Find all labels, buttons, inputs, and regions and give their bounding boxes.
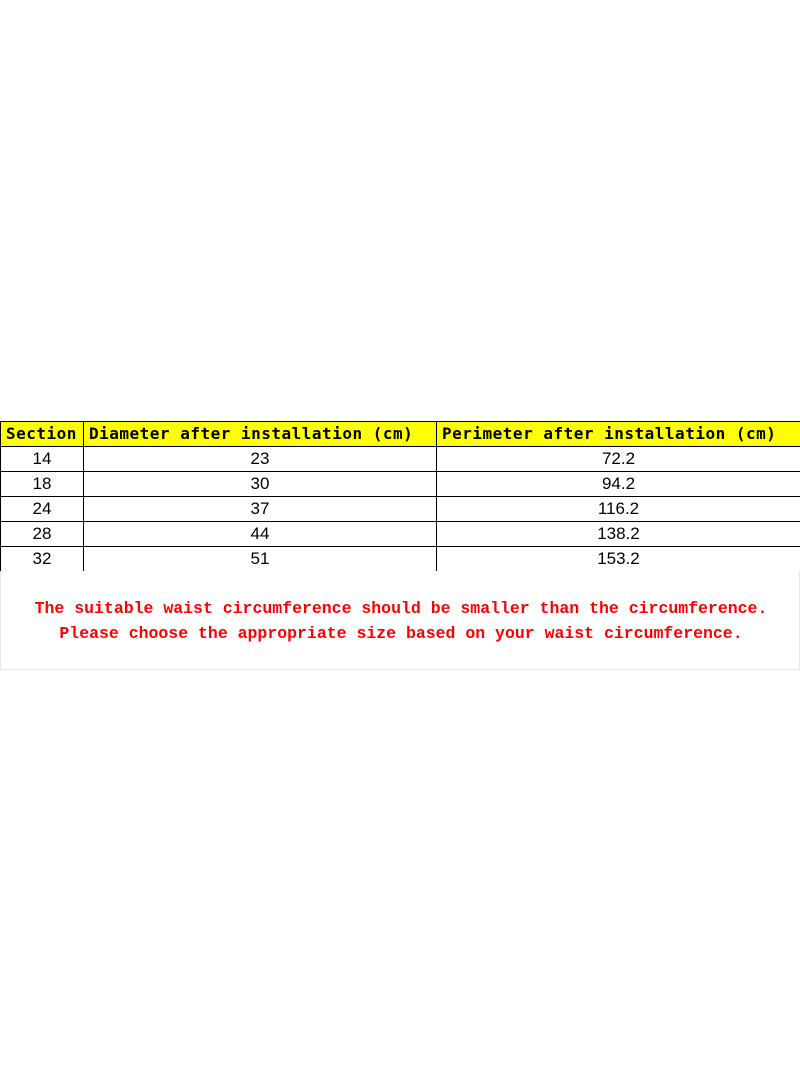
cell-perimeter: 94.2 <box>437 472 800 497</box>
size-table <box>0 421 800 572</box>
cell-diameter: 51 <box>84 547 437 572</box>
note-line-1: The suitable waist circumference should be smaller than the circumference. <box>34 599 768 618</box>
cell-section: 28 <box>1 522 84 547</box>
table-header-row <box>1 422 800 447</box>
header-diameter: Diameter after installation (cm) <box>84 422 437 447</box>
table-row <box>1 547 800 572</box>
header-section: Section <box>1 422 84 447</box>
cell-diameter: 23 <box>84 447 437 472</box>
table-row <box>1 497 800 522</box>
cell-perimeter: 116.2 <box>437 497 800 522</box>
cell-diameter: 44 <box>84 522 437 547</box>
cell-diameter: 37 <box>84 497 437 522</box>
cell-section: 14 <box>1 447 84 472</box>
table-row <box>1 472 800 497</box>
size-note-box <box>0 571 800 670</box>
cell-section: 18 <box>1 472 84 497</box>
header-perimeter: Perimeter after installation (cm) <box>437 422 800 447</box>
cell-diameter: 30 <box>84 472 437 497</box>
cell-section: 24 <box>1 497 84 522</box>
cell-perimeter: 153.2 <box>437 547 800 572</box>
table-row <box>1 522 800 547</box>
cell-perimeter: 72.2 <box>437 447 800 472</box>
cell-perimeter: 138.2 <box>437 522 800 547</box>
table-row <box>1 447 800 472</box>
note-line-2: Please choose the appropriate size based on your waist circumference. <box>59 624 743 643</box>
cell-section: 32 <box>1 547 84 572</box>
